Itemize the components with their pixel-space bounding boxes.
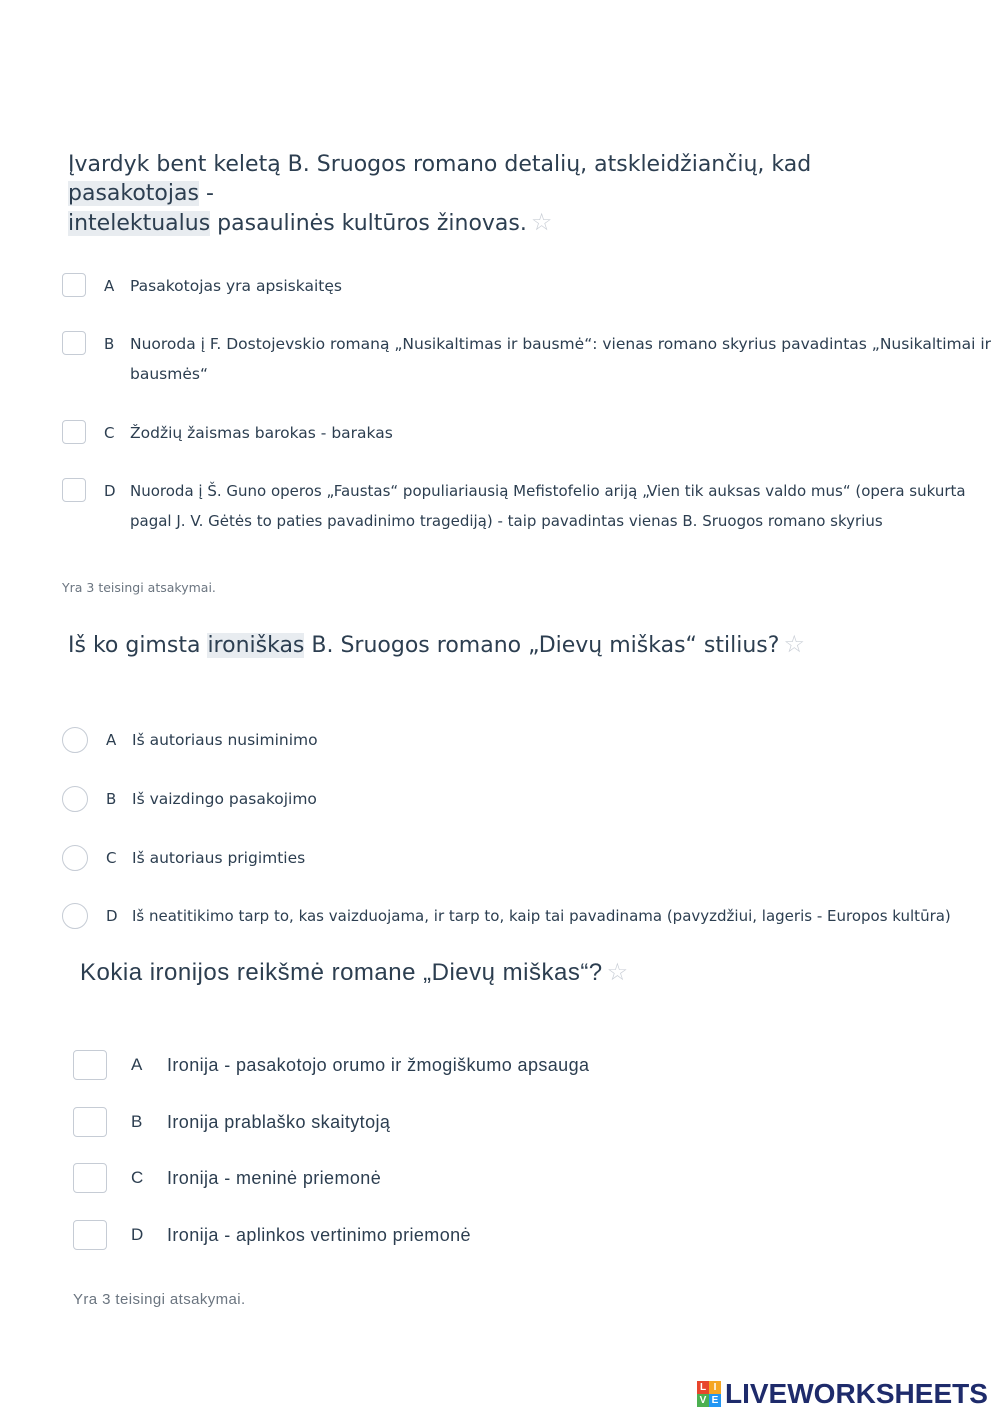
option-a[interactable]	[62, 271, 342, 301]
option-text: Iš neatitikimo tarp to, kas vaizduojama, ir tarp to, kaip tai pavadinama (pavyzdžiui, lageris - Europos kultūra)	[132, 907, 951, 925]
option-letter: C	[106, 849, 117, 867]
question-3-text	[80, 958, 960, 987]
option-text: Ironija prablaško skaitytoją	[167, 1112, 391, 1132]
option-letter: B	[106, 790, 117, 808]
option-text: Iš autoriaus nusiminimo	[132, 731, 318, 749]
option-letter: A	[104, 277, 115, 295]
highlighted-word: ironiškas	[207, 633, 305, 658]
option-d[interactable]	[62, 901, 951, 931]
option-text: Ironija - meninė priemonė	[167, 1168, 382, 1188]
answer-count-note: Yra 3 teisingi atsakymai.	[73, 1291, 246, 1308]
star-icon[interactable]: ☆	[783, 630, 805, 658]
option-c[interactable]	[62, 843, 305, 873]
option-a[interactable]	[73, 1050, 589, 1080]
question-text-part: Iš ko gimsta	[68, 633, 208, 658]
highlighted-word: pasakotojas	[68, 181, 199, 206]
question-1-text	[68, 150, 948, 238]
question-text-part: -	[198, 181, 214, 206]
option-letter: C	[131, 1168, 144, 1187]
logo-text: LIVEWORKSHEETS	[725, 1378, 988, 1409]
checkbox[interactable]	[73, 1163, 107, 1193]
highlighted-word: intelektualus	[68, 211, 211, 236]
option-d[interactable]	[62, 476, 966, 536]
option-c[interactable]	[73, 1163, 381, 1193]
star-icon[interactable]: ☆	[530, 208, 553, 236]
checkbox[interactable]	[62, 331, 86, 355]
star-icon[interactable]: ☆	[606, 959, 629, 986]
option-a[interactable]	[62, 725, 318, 755]
radio-button[interactable]	[62, 786, 88, 812]
question-text-part: pasaulinės kultūros žinovas.	[210, 211, 527, 236]
checkbox[interactable]	[62, 478, 86, 502]
option-letter: B	[131, 1112, 143, 1131]
answer-count-note: Yra 3 teisingi atsakymai.	[62, 580, 216, 595]
option-text: Žodžių žaismas barokas - barakas	[130, 424, 393, 442]
option-d[interactable]	[73, 1220, 471, 1250]
radio-button[interactable]	[62, 903, 88, 929]
option-letter: D	[104, 482, 116, 500]
checkbox[interactable]	[73, 1107, 107, 1137]
option-b[interactable]	[62, 329, 991, 389]
option-text: Iš vaizdingo pasakojimo	[132, 790, 317, 808]
option-text: Ironija - aplinkos vertinimo priemonė	[167, 1225, 471, 1245]
option-letter: A	[131, 1055, 143, 1074]
radio-button[interactable]	[62, 727, 88, 753]
option-text: Iš autoriaus prigimties	[132, 849, 306, 867]
option-text: Nuoroda į Š. Guno operos „Faustas“ populiariausią Mefistofelio ariją „Vien tik auksas valdo mus“ (opera sukurta pagal J. V. Gėtės to paties pavadinimo tragediją) - taip pavadintas vienas B. Sruogos romano skyrius	[130, 482, 966, 530]
radio-button[interactable]	[62, 845, 88, 871]
option-text: Nuoroda į F. Dostojevskio romaną „Nusikaltimas ir bausmė“: vienas romano skyrius pavadintas „Nusikaltimai ir bausmės“	[130, 335, 992, 383]
liveworksheets-logo	[697, 1378, 988, 1410]
option-text: Pasakotojas yra apsiskaitęs	[130, 277, 342, 295]
option-b[interactable]	[62, 784, 317, 814]
checkbox[interactable]	[62, 273, 86, 297]
option-letter: D	[106, 907, 118, 925]
option-letter: B	[104, 335, 115, 353]
option-letter: D	[131, 1225, 144, 1244]
option-c[interactable]	[62, 418, 393, 448]
question-2-text	[68, 630, 948, 660]
question-text-part: Įvardyk bent keletą B. Sruogos romano detalių, atskleidžiančių, kad	[68, 152, 812, 177]
option-b[interactable]	[73, 1107, 390, 1137]
checkbox[interactable]	[73, 1050, 107, 1080]
option-letter: C	[104, 424, 115, 442]
question-text-part: Kokia ironijos reikšmė romane „Dievų miškas“?	[80, 959, 603, 986]
logo-mark-icon: L I V E	[697, 1381, 721, 1407]
checkbox[interactable]	[73, 1220, 107, 1250]
option-text: Ironija - pasakotojo orumo ir žmogiškumo apsauga	[167, 1055, 590, 1075]
option-letter: A	[106, 731, 117, 749]
question-text-part: B. Sruogos romano „Dievų miškas“ stilius?	[304, 633, 780, 658]
checkbox[interactable]	[62, 420, 86, 444]
